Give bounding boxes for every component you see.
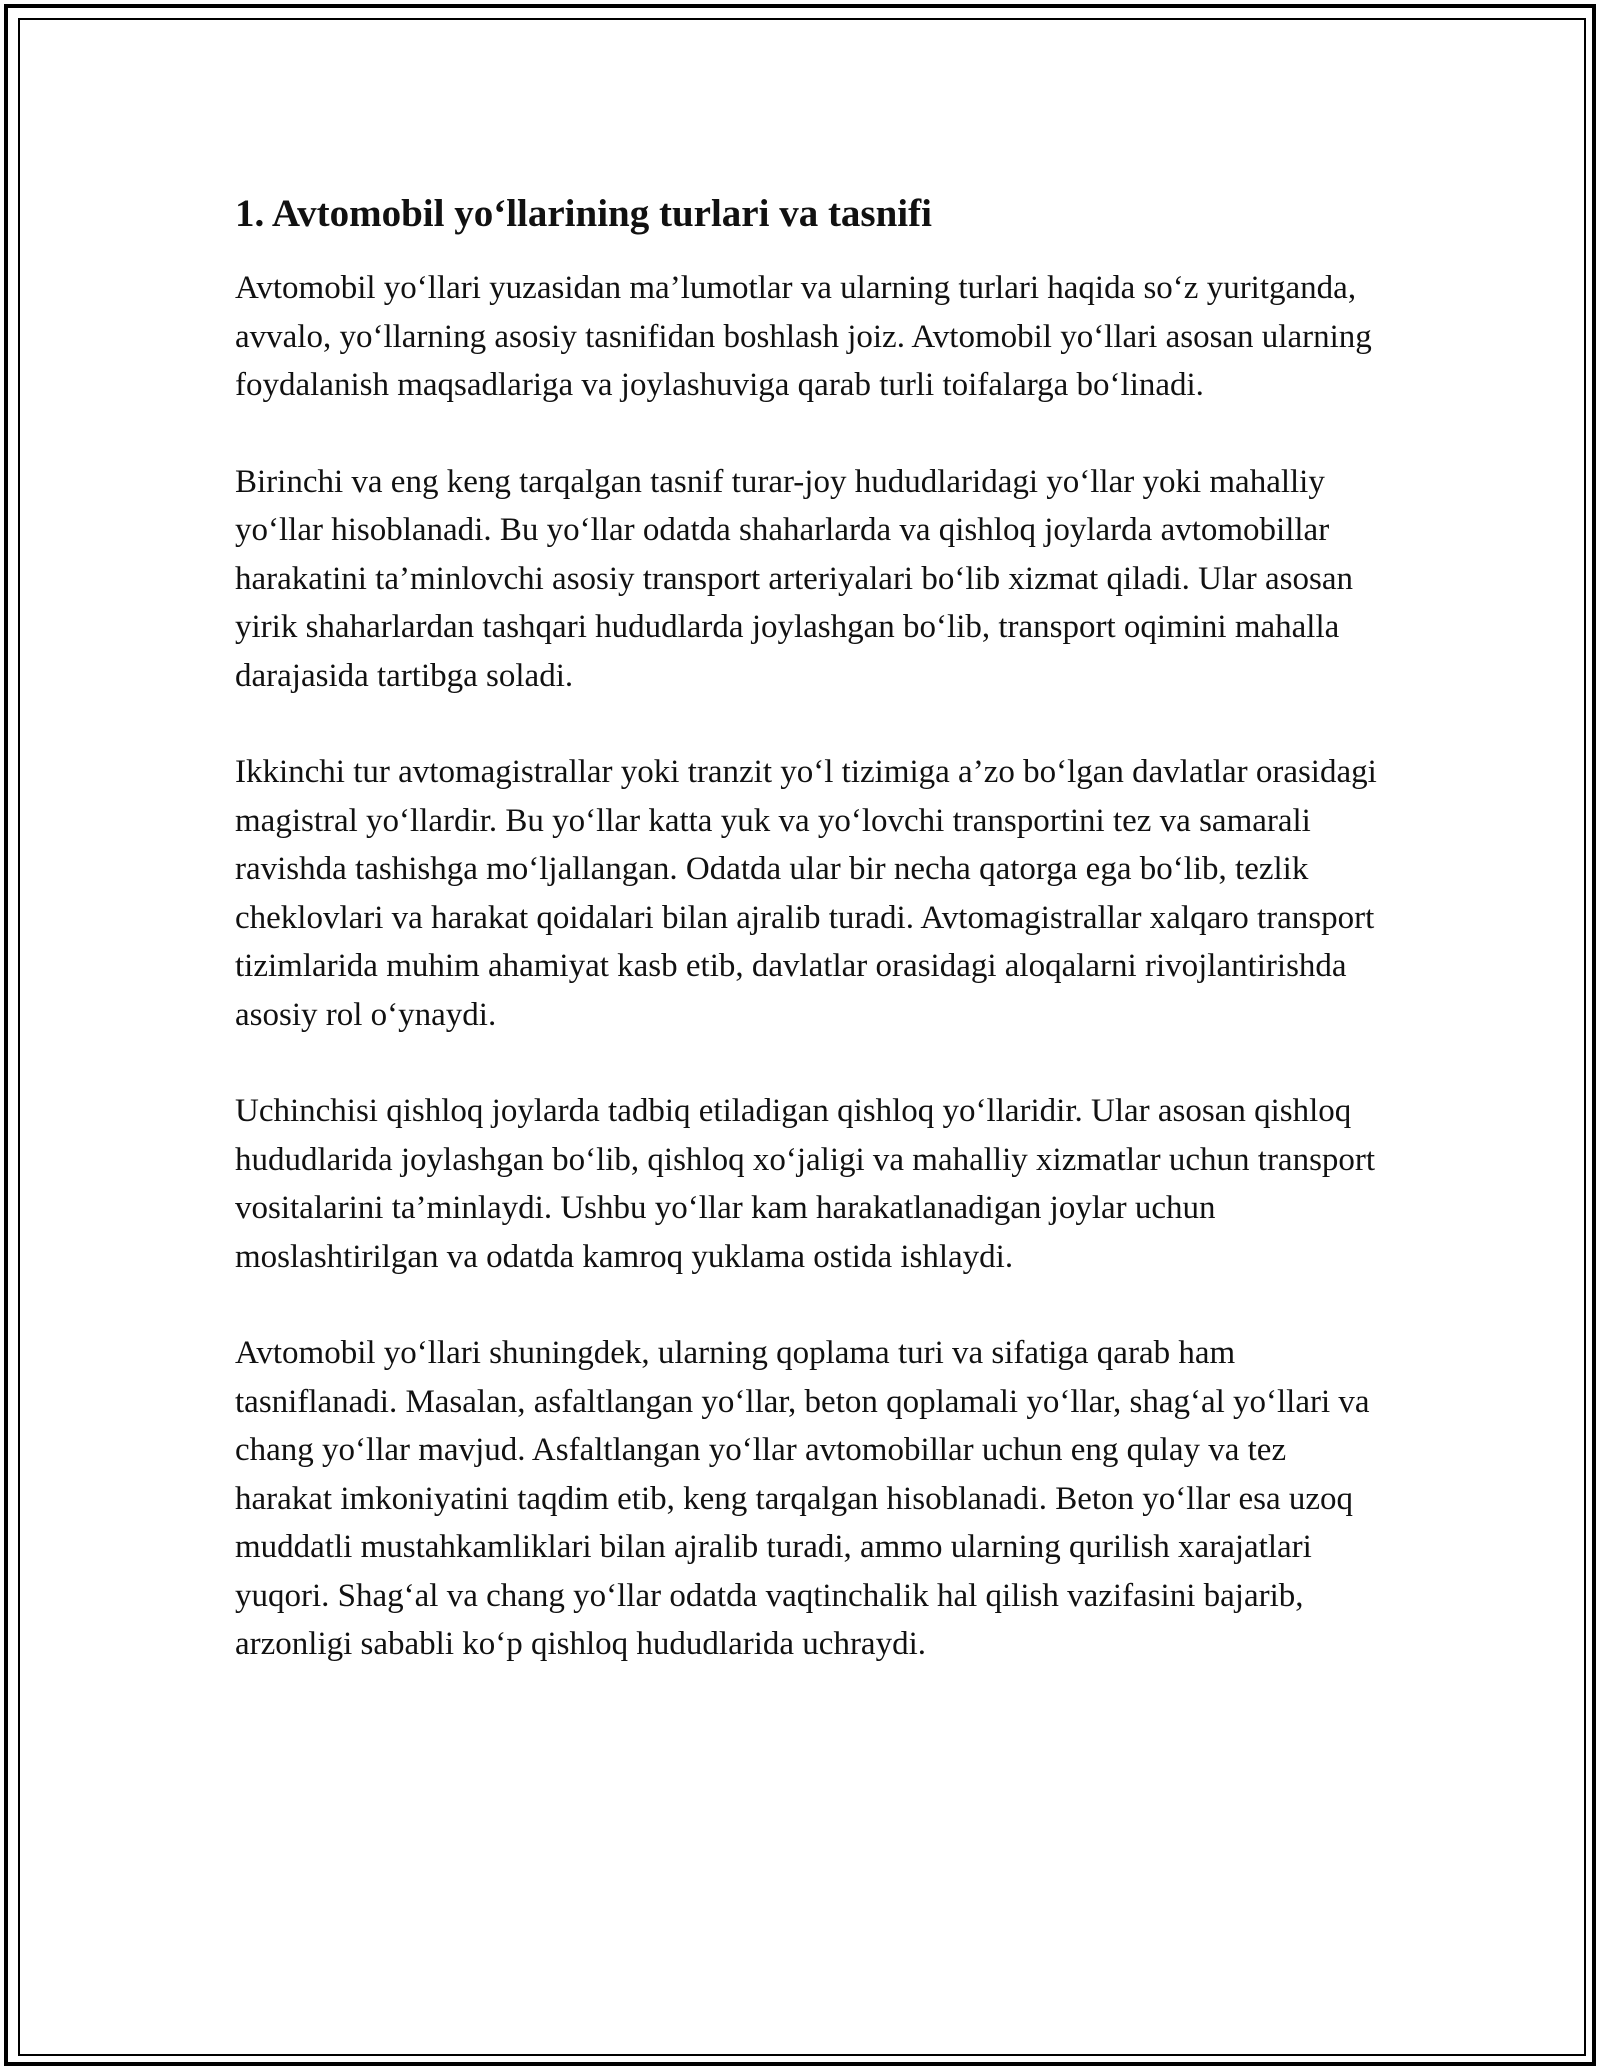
paragraph-2: Birinchi va eng keng tarqalgan tasnif turar-joy hududlaridagi yo‘llar yoki mahalliy yo‘llar hisoblanadi. Bu yo‘llar odatda shaharlarda va qishloq joylarda avtomobillar harakatini ta’minlovchi asosiy transport arteriyalari bo‘lib xizmat qiladi. Ular asosan yirik shaharlardan tashqari hududlarda joylashgan bo‘lib, transport oqimini mahalla darajasida tartibga soladi.: [235, 463, 1353, 694]
section-title: 1. Avtomobil yo‘llarining turlari va tasnifi: [235, 192, 932, 235]
paragraph-3: Ikkinchi tur avtomagistrallar yoki tranzit yo‘l tizimiga a’zo bo‘lgan davlatlar orasidagi magistral yo‘llardir. Bu yo‘llar katta yuk va yo‘lovchi transportini tez va samarali ravishda tashishga mo‘ljallangan. Odatda ular bir necha qatorga ega bo‘lib, tezlik cheklovlari va harakat qoidalari bilan ajralib turadi. Avtomagistrallar xalqaro transport tizimlarida muhim ahamiyat kasb etib, davlatlar orasidagi aloqalarni rivojlantirishda asosiy rol o‘ynaydi.: [235, 754, 1377, 1033]
paragraph-4: Uchinchisi qishloq joylarda tadbiq etiladigan qishloq yo‘llaridir. Ular asosan qishloq hududlarida joylashgan bo‘lib, qishloq xo‘jaligi va mahalliy xizmatlar uchun transport vositalarini ta’minlaydi. Ushbu yo‘llar kam harakatlanadigan joylar uchun moslashtirilgan va odatda kamroq yuklama ostida ishlaydi.: [235, 1093, 1376, 1275]
paragraph-1: Avtomobil yo‘llari yuzasidan ma’lumotlar va ularning turlari haqida so‘z yuritganda, avvalo, yo‘llarning asosiy tasnifidan boshlash joiz. Avtomobil yo‘llari asosan ularning foydalanish maqsadlariga va joylashuviga qarab turli toifalarga bo‘linadi.: [235, 270, 1372, 403]
paragraph-5: Avtomobil yo‘llari shuningdek, ularning qoplama turi va sifatiga qarab ham tasniflanadi. Masalan, asfaltlangan yo‘llar, beton qoplamali yo‘llar, shag‘al yo‘llari va chang yo‘llar mavjud. Asfaltlangan yo‘llar avtomobillar uchun eng qulay va tez harakat imkoniyatini taqdim etib, keng tarqalgan hisoblanadi. Beton yo‘llar esa uzoq muddatli mustahkamliklari bilan ajralib turadi, ammo ularning qurilish xarajatlari yuqori. Shag‘al va chang yo‘llar odatda vaqtinchalik hal qilish vazifasini bajarib, arzonligi sababli ko‘p qishloq hududlarida uchraydi.: [235, 1335, 1370, 1662]
document-body: [235, 186, 1385, 1717]
